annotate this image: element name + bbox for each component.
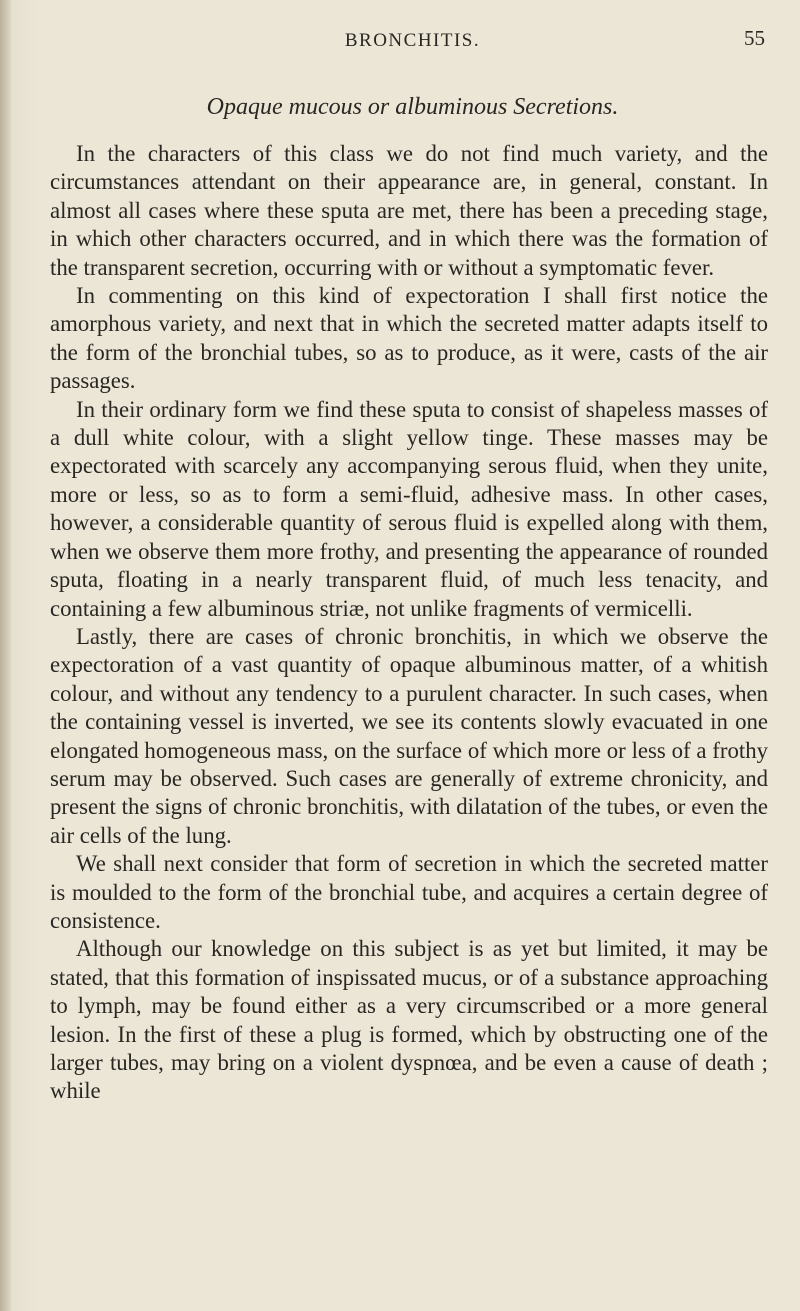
paragraph-3: In their ordinary form we find these sputa to consist of shapeless masses of a dull white colour, with a slight yellow tinge. These masses may be expectorated with scarcely any accompanying serous fluid, when they unite, more or less, so as to form a semi-fluid, adhesive mass. In other cases, however, a considerable quantity of serous fluid is expelled along with them, when we observe them more frothy, and presenting the appearance of rounded sputa, floating in a nearly transparent fluid, of much less tenacity, and containing a few albuminous striæ, not unlike fragments of vermicelli. xyxy=(50,396,768,621)
paragraph-5: We shall next consider that form of secretion in which the secreted matter is moulded to the form of the bronchial tube, and acquires a certain degree of consistence. xyxy=(50,851,768,933)
page-header xyxy=(60,18,765,54)
paragraph-4: Lastly, there are cases of chronic bronchitis, in which we observe the expectoration of a vast quantity of opaque albuminous matter, of a whitish colour, and without any tendency to a purulent character. In such cases, when the containing vessel is inverted, we see its contents slowly evacuated in one elongated homogeneous mass, on the surface of which more or less of a frothy serum may be observed. Such cases are generally of extreme chronicity, and present the signs of chronic bronchitis, with dilatation of the tubes, or even the air cells of the lung. xyxy=(50,623,768,848)
paragraph-6: Although our knowledge on this subject is as yet but limited, it may be stated, that this formation of inspissated mucus, or of a substance approaching to lymph, may be found either as a very circumscribed or a more general lesion. In the first of these a plug is formed, which by obstructing one of the larger tubes, may bring on a violent dyspnœa, and be even a cause of death ; while xyxy=(50,936,768,1104)
running-head: BRONCHITIS. xyxy=(344,30,481,51)
page-binding-shadow xyxy=(0,0,12,1311)
paragraph-2: In commenting on this kind of expectoration I shall first notice the amorphous variety, and next that in which the secreted matter adapts itself to the form of the bronchial tubes, so as to produce, as it were, casts of the air passages. xyxy=(50,283,768,394)
body-text xyxy=(50,140,768,1106)
section-title: Opaque mucous or albuminous Secretions. xyxy=(206,94,619,120)
page-number: 55 xyxy=(744,26,765,50)
paragraph-1: In the characters of this class we do not find much variety, and the circumstances attendant on their appearance are, in general, constant. In almost all cases where these sputa are met, there has been a preceding stage, in which other characters occurred, and in which there was the formation of the transparent secretion, occurring with or without a symptomatic fever. xyxy=(50,141,768,280)
